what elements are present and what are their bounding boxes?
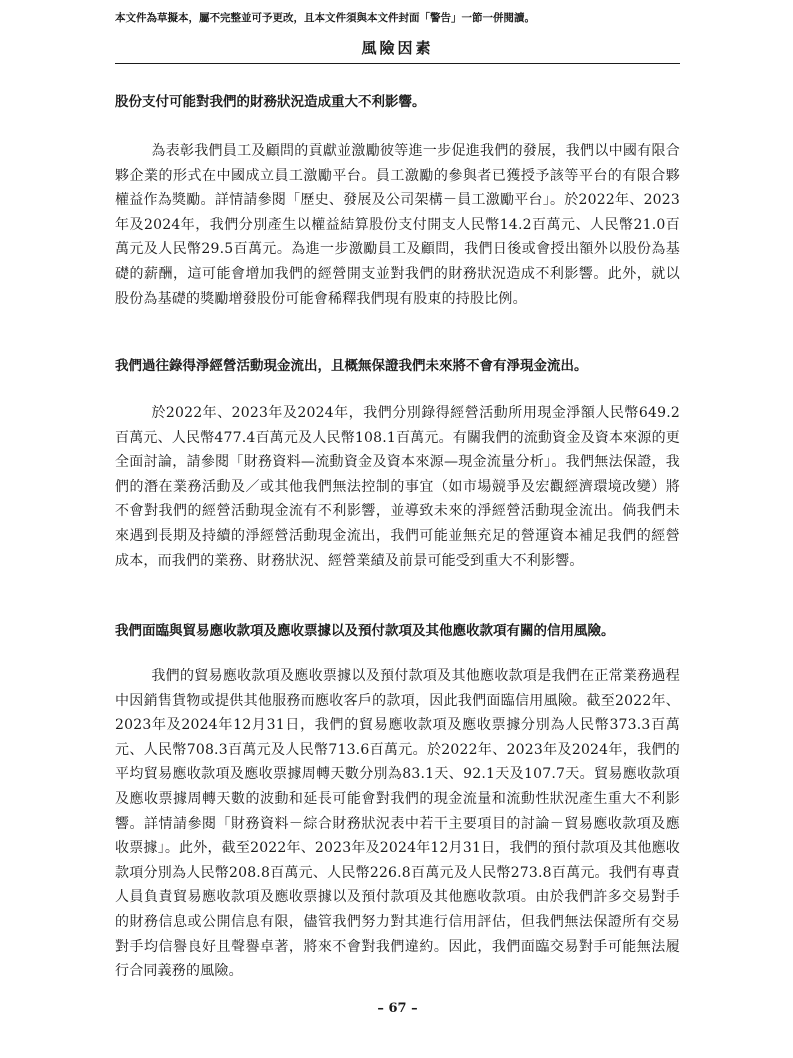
section-paragraph-credit-risk: 我們的貿易應收款項及應收票據以及預付款項及其他應收款項是我們在正常業務過程中因銷售貨物或提供其他服務而應收客戶的款項，因此我們面臨信用風險。截至2022年、2023年及2024年12月31日，我們的貿易應收款項及應收票據分別為人民幣373.3百萬元、人民幣708.3百萬元及人民幣713.6百萬元。於2022年、2023年及2024年，我們的平均貿易應收款項及應收票據周轉天數分別為83.1天、92.1天及107.7天。貿易應收款項及應收票據周轉天數的波動和延長可能會對我們的現金流量和流動性狀況產生重大不利影響。詳情請參閱「財務資料－綜合財務狀況表中若干主要項目的討論－貿易應收款項及應收票據」。此外，截至2022年、2023年及2024年12月31日，我們的預付款項及其他應收款項分別為人民幣208.8百萬元、人民幣226.8百萬元及人民幣273.8百萬元。我們有專責人員負責貿易應收款項及應收票據以及預付款項及其他應收款項。由於我們許多交易對手的財務信息或公開信息有限，儘管我們努力對其進行信用評估，但我們無法保證所有交易對手均信譽良好且聲譽卓著，將來不會對我們違約。因此，我們面臨交易對手可能無法履行合同義務的風險。	[115, 668, 680, 980]
header-divider	[115, 63, 680, 64]
section-heading-cash-outflow: 我們過往錄得淨經營活動現金流出，且概無保證我們未來將不會有淨現金流出。	[115, 358, 588, 374]
section-heading-credit-risk: 我們面臨與貿易應收款項及應收票據以及預付款項及其他應收款項有關的信用風險。	[115, 623, 615, 639]
section-paragraph-share-payment: 為表彰我們員工及顧問的貢獻並激勵彼等進一步促進我們的發展，我們以中國有限合夥企業的形式在中國成立員工激勵平台。員工激勵的參與者已獲授予該等平台的有限合夥權益作為獎勵。詳情請參閱「歷史、發展及公司架構－員工激勵平台」。於2022年、2023年及2024年，我們分別產生以權益結算股份支付開支人民幣14.2百萬元、人民幣21.0百萬元及人民幣29.5百萬元。為進一步激勵員工及顧問，我們日後或會授出額外以股份為基礎的薪酬，這可能會增加我們的經營開支並對我們的財務狀況造成不利影響。此外，就以股份為基礎的獎勵增發股份可能會稀釋我們現有股東的持股比例。	[115, 143, 680, 307]
page-title: 風險因素	[361, 39, 434, 57]
draft-notice: 本文件為草擬本，屬不完整並可予更改，且本文件須與本文件封面「警告」一節一併閱讀。	[115, 12, 535, 24]
section-heading-share-payment: 股份支付可能對我們的財務狀況造成重大不利影響。	[115, 94, 426, 110]
section-paragraph-cash-outflow: 於2022年、2023年及2024年，我們分別錄得經營活動所用現金淨額人民幣649.2百萬元、人民幣477.4百萬元及人民幣108.1百萬元。有關我們的流動資金及資本來源的更全面討論，請參閱「財務資料—流動資金及資本來源—現金流量分析」。我們無法保證，我們的潛在業務活動及／或其他我們無法控制的事宜（如市場競爭及宏觀經濟環境改變）將不會對我們的經營活動現金流有不利影響，並導致未來的淨經營活動現金流出。倘我們未來遇到長期及持續的淨經營活動現金流出，我們可能並無充足的營運資本補足我們的經營成本，而我們的業務、財務狀況、經營業績及前景可能受到重大不利影響。	[115, 405, 680, 569]
page-number: – 67 –	[377, 1001, 418, 1016]
